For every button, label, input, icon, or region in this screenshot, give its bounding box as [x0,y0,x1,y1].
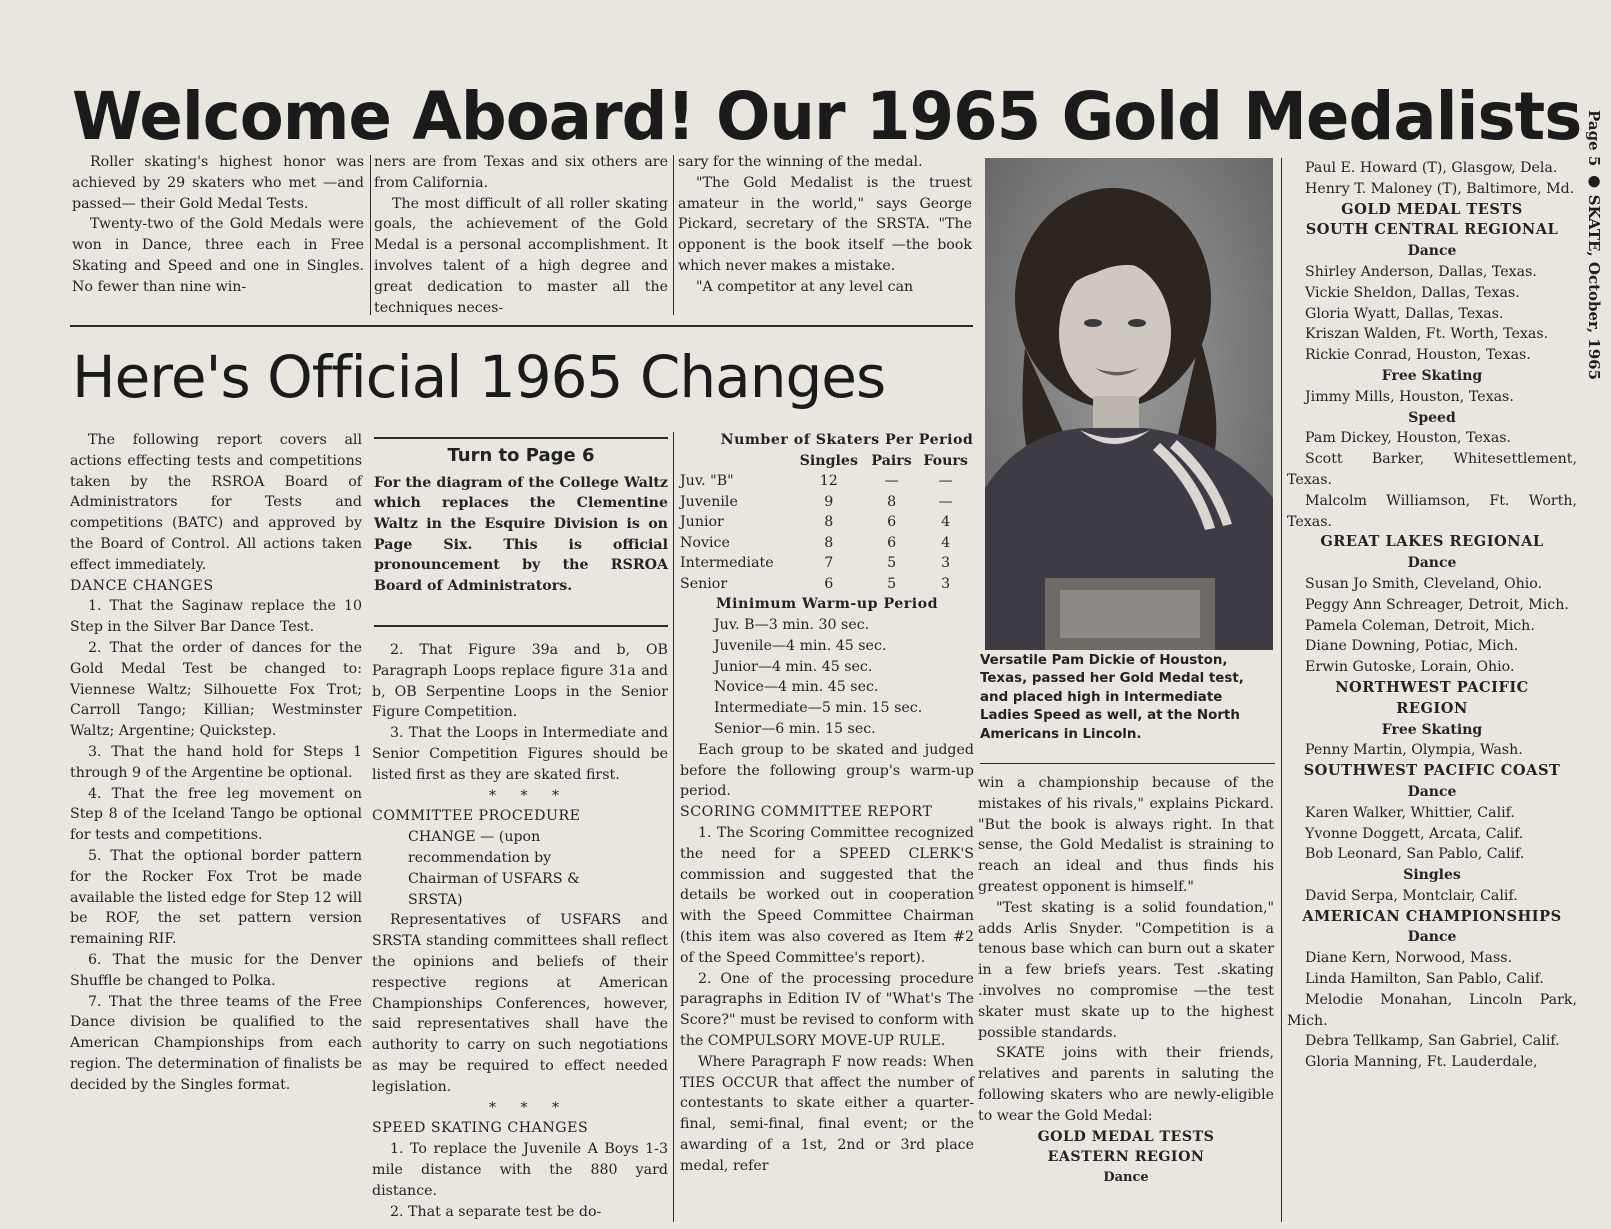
warmup-item: Juv. B—3 min. 30 sec. [714,617,870,634]
category-subheading: Singles [1403,867,1461,884]
group-text: Each group to be skated and judged before the following group's warm-up period. [680,741,974,800]
paragraph: ners are from Texas and six others are from California. [374,154,668,191]
table-cell: 7 [824,555,834,572]
committee-subheading: CHANGE — (upon recommendation by Chairman of USFARS & SRSTA) [408,829,580,908]
dance-item: 6. That the music for the Denver Shuffle be changed to Polka. [70,951,362,989]
dance-item: 3. That the hand hold for Steps 1 through 9 of the Argentine be optional. [70,743,362,781]
medalist-name: Susan Jo Smith, Cleveland, Ohio. [1305,575,1543,592]
medalist-name: Yvonne Doggett, Arcata, Calif. [1305,825,1524,842]
table-cell: 9 [824,493,834,510]
dance-item: 7. That the three teams of the Free Dance division be qualified to the American Championships from each region. The determination of finalists be decided by the Singles format. [70,993,362,1093]
main-headline: Welcome Aboard! Our 1965 Gold Medalists [72,78,1582,155]
paragraph: The most difficult of all roller skating goals, the achievement of the Gold Medal is a personal accomplishment. It involves talent of a high degree and great dedication to master all the techniques neces- [374,195,668,316]
box-title: Turn to Page 6 [447,445,595,466]
table-cell: 8 [887,493,897,510]
category-subheading: Dance [1407,243,1457,260]
caption-rule [980,763,1275,764]
strip-bullet: ● [1585,171,1603,190]
col-4-story [978,773,1274,1189]
box-rule-top [374,437,668,439]
medalist-name: Shirley Anderson, Dallas, Texas. [1305,263,1537,280]
page-number: Page 5 [1585,110,1603,167]
warmup-item: Senior—6 min. 15 sec. [714,721,876,738]
table-header [680,451,792,472]
region-heading: SOUTH CENTRAL REGIONAL [1305,221,1559,239]
paragraph: Roller skating's highest honor was achieved by 29 skaters who met —and passed— their Gold Medal Tests. [72,154,364,212]
dance-item: 4. That the free leg movement on Step 8 of the Iceland Tango be optional for tests and competitions. [70,785,362,844]
category-subheading: Free Skating [1381,721,1483,738]
table-row [680,512,974,533]
medalist-name: Pam Dickey, Houston, Texas. [1305,430,1512,447]
paragraph: "The Gold Medalist is the truest amateur in the world," says George Pickard, secretary of the SRSTA. "The opponent is the book itself —the book which never makes a mistake. [678,174,972,274]
medalist-name: Henry T. Maloney (T), Baltimore, Md. [1305,180,1575,197]
table-cell: — [938,493,953,510]
region-heading: REGION [1396,699,1468,717]
table-cell: Novice [680,534,730,551]
warmup-item: Juvenile—4 min. 45 sec. [714,637,887,654]
top-story-col-3 [678,152,972,298]
table-cell: 4 [941,514,951,531]
box-rule-bottom [374,625,668,627]
table-cell: Intermediate [680,555,774,572]
changes-col-1 [70,430,362,1096]
separator-stars: * * * [488,1099,570,1116]
table-cell: 8 [824,534,834,551]
skaters-table-title: Number of Skaters Per Period [720,432,974,448]
medalist-name: Malcolm Williamson, Ft. Worth, Texas. [1287,492,1577,530]
table-cell: 3 [941,555,951,572]
table-row [680,553,974,574]
medalist-name: Diane Kern, Norwood, Mass. [1305,950,1513,967]
medalist-name: Jimmy Mills, Houston, Texas. [1305,388,1514,405]
skater-portrait-image [985,158,1273,650]
top-story-col-1 [72,152,364,298]
paragraph: "A competitor at any level can [696,278,914,295]
speed-item: 1. To replace the Juvenile A Boys 1-3 mile distance with the 880 yard distance. [372,1141,668,1199]
speed-item: 2. That a separate test be do- [390,1203,602,1220]
table-header: Singles [799,452,858,469]
table-cell: 6 [887,534,897,551]
dance-item: 2. That the order of dances for the Gold Medal Test be changed to: Viennese Waltz; Silhouette Fox Trot; Carroll Tango; Killian; Westminster Waltz; Argentine; Quickstep. [70,639,362,740]
committee-text: Representatives of USFARS and SRSTA standing committees shall reflect the opinions and beliefs of their respective regions at American Championships Conferences, however, said representatives shall have the authority to carry on such negotiations as may be required to effect needed legislation. [372,912,668,1095]
figure-item: 2. That Figure 39a and b, OB Paragraph Loops replace figure 31a and b, OB Serpentine Loops in the Senior Figure Competition. [372,642,668,721]
table-header: Pairs [871,452,912,469]
table-header: Fours [923,452,968,469]
medalist-name: Gloria Manning, Ft. Lauderdale, [1305,1054,1538,1071]
table-cell: — [884,473,899,490]
paragraph: Twenty-two of the Gold Medals were won in Dance, three each in Free Skating and Speed and one in Singles. No fewer than nine win- [72,216,364,295]
region-heading: AMERICAN CHAMPIONSHIPS [1302,907,1562,925]
paragraph: "Test skating is a solid foundation," adds Arlis Snyder. "Competition is a tenous base which can burn out a skater in a few briefs years. Test .skating .involves no compromise —the test skater must skate up to the highest possible standards. [978,899,1274,1041]
intro-paragraph: The following report covers all actions effecting tests and competitions taken by the RSROA Board of Administrators for Tests and competitions (BATC) and approved by the Board of Control. All actions taken effect immediately. [70,432,362,573]
warmup-title: Minimum Warm-up Period [715,596,939,613]
speed-heading: SPEED SKATING CHANGES [372,1120,589,1137]
scoring-item: 2. One of the processing procedure paragraphs in Edition IV of "What's The Score?" must be revised to conform with the COMPULSORY MOVE-UP RULE. [680,970,974,1050]
medalist-name: Vickie Sheldon, Dallas, Texas. [1305,284,1520,301]
warmup-item: Intermediate—5 min. 15 sec. [714,700,923,717]
table-cell: Junior [680,514,724,531]
table-row [680,574,974,595]
dance-item: 1. That the Saginaw replace the 10 Step in the Silver Bar Dance Test. [70,598,362,636]
medalist-name: Pamela Coleman, Detroit, Mich. [1305,617,1535,634]
column-divider [673,155,674,315]
medalist-name: Melodie Monahan, Lincoln Park, Mich. [1287,991,1577,1029]
region-heading: NORTHWEST PACIFIC [1335,678,1529,696]
top-story-col-2 [374,152,668,318]
category-subheading: Speed [1408,409,1456,426]
medalist-name: Scott Barker, Whitesettlement, Texas. [1287,451,1577,488]
separator-stars: * * * [488,787,570,804]
table-cell: 8 [824,514,834,531]
list-heading: EASTERN REGION [1047,1149,1205,1166]
category-subheading: Dance [1407,929,1457,946]
page-side-strip [1585,110,1603,380]
table-cell: Juvenile [680,493,738,510]
column-divider [1281,158,1282,1222]
region-heading: GREAT LAKES REGIONAL [1320,533,1544,551]
medalist-name: David Serpa, Montclair, Calif. [1305,887,1518,904]
table-row [680,492,974,513]
medalist-name: Rickie Conrad, Houston, Texas. [1305,347,1531,364]
medalist-name: Kriszan Walden, Ft. Worth, Texas. [1305,326,1549,343]
warmup-item: Novice—4 min. 45 sec. [714,679,879,696]
photo-caption: Versatile Pam Dickie of Houston, Texas, passed her Gold Medal test, and placed high in Intermediate Ladies Speed as well, at the North Americans in Lincoln. [980,653,1244,742]
table-cell: 5 [887,575,897,592]
category-subheading: Free Skating [1381,367,1483,384]
medalist-list [1287,158,1577,1073]
table-cell: 3 [941,575,951,592]
table-cell: Senior [680,575,728,592]
changes-headline: Here's Official 1965 Changes [72,343,886,411]
category-subheading: Dance [1407,555,1457,572]
medalist-name: Linda Hamilton, San Pablo, Calif. [1305,971,1544,988]
scoring-item: 1. The Scoring Committee recognized the need for a SPEED CLERK'S commission and suggested that the details be worked out in cooperation with the Speed Committee Chairman (this item was also covered as Item #2 of the Speed Committee's report). [680,825,974,966]
category-subheading: Dance [1407,783,1457,800]
table-cell: 6 [824,575,834,592]
dance-changes-heading: DANCE CHANGES [70,577,214,594]
section-rule [70,325,973,327]
issue-line: SKATE, October, 1965 [1585,194,1603,381]
column-divider [370,155,371,315]
table-cell: Juv. "B" [680,473,734,490]
medalist-name: Paul E. Howard (T), Glasgow, Dela. [1305,160,1558,176]
warmup-list [680,615,974,740]
warmup-item: Junior—4 min. 45 sec. [714,658,873,675]
list-heading: GOLD MEDAL TESTS [1037,1128,1215,1145]
table-cell: 6 [887,514,897,531]
medalist-name: Debra Tellkamp, San Gabriel, Calif. [1305,1033,1560,1050]
turn-to-page-box [374,444,668,596]
table-cell: 4 [941,534,951,551]
committee-heading: COMMITTEE PROCEDURE [372,808,581,825]
figure-item: 3. That the Loops in Intermediate and Senior Competition Figures should be listed first as they are skated first. [372,725,668,783]
scoring-heading: SCORING COMMITTEE REPORT [680,804,933,821]
medalist-name: Bob Leonard, San Pablo, Calif. [1305,846,1525,863]
paragraph: sary for the winning of the medal. [678,154,923,170]
skaters-table [680,451,974,595]
paragraph: SKATE joins with their friends, relatives and parents in saluting the following skaters who are newly-eligible to wear the Gold Medal: [978,1045,1274,1124]
list-subheading: Dance [1103,1170,1149,1186]
changes-col-2 [372,640,668,1222]
paragraph: win a championship because of the mistakes of his rivals," explains Pickard. "But the book is always right. In that sense, the Gold Medalist is straining to reach an ideal and thus finds his greatest opponent is himself." [978,775,1274,895]
medalist-name: Diane Downing, Potiac, Mich. [1305,638,1519,655]
medalist-name: Gloria Wyatt, Dallas, Texas. [1305,305,1504,322]
medalist-name: Penny Martin, Olympia, Wash. [1305,742,1523,759]
skater-photo [985,158,1273,650]
region-heading: SOUTHWEST PACIFIC COAST [1303,762,1561,780]
scoring-item: Where Paragraph F now reads: When TIES OCCUR that affect the number of contestants to skate either a quarter-final, semi-final, final event; or the awarding of a 1st, 2nd or 3rd place medal, refer [680,1053,974,1174]
changes-col-3 [680,430,974,1177]
box-text: For the diagram of the College Waltz which replaces the Clementine Waltz in the Esquire Division is on Page Six. This is official pronouncement by the RSROA Board of Administrators. [374,474,668,594]
table-cell: 12 [819,473,838,490]
column-divider [673,432,674,1222]
table-row [680,533,974,554]
table-cell: — [938,473,953,490]
medalist-name: Karen Walker, Whittier, Calif. [1305,804,1515,821]
region-heading: GOLD MEDAL TESTS [1341,200,1523,218]
medalist-name: Peggy Ann Schreager, Detroit, Mich. [1305,596,1569,613]
table-cell: 5 [887,555,897,572]
table-header-row [680,451,974,472]
table-row [680,471,974,492]
medalist-name: Erwin Gutoske, Lorain, Ohio. [1305,659,1515,676]
dance-item: 5. That the optional border pattern for the Rocker Fox Trot be made available the listed edge for Step 12 will be ROF, the set pattern version remaining RIF. [70,847,362,948]
